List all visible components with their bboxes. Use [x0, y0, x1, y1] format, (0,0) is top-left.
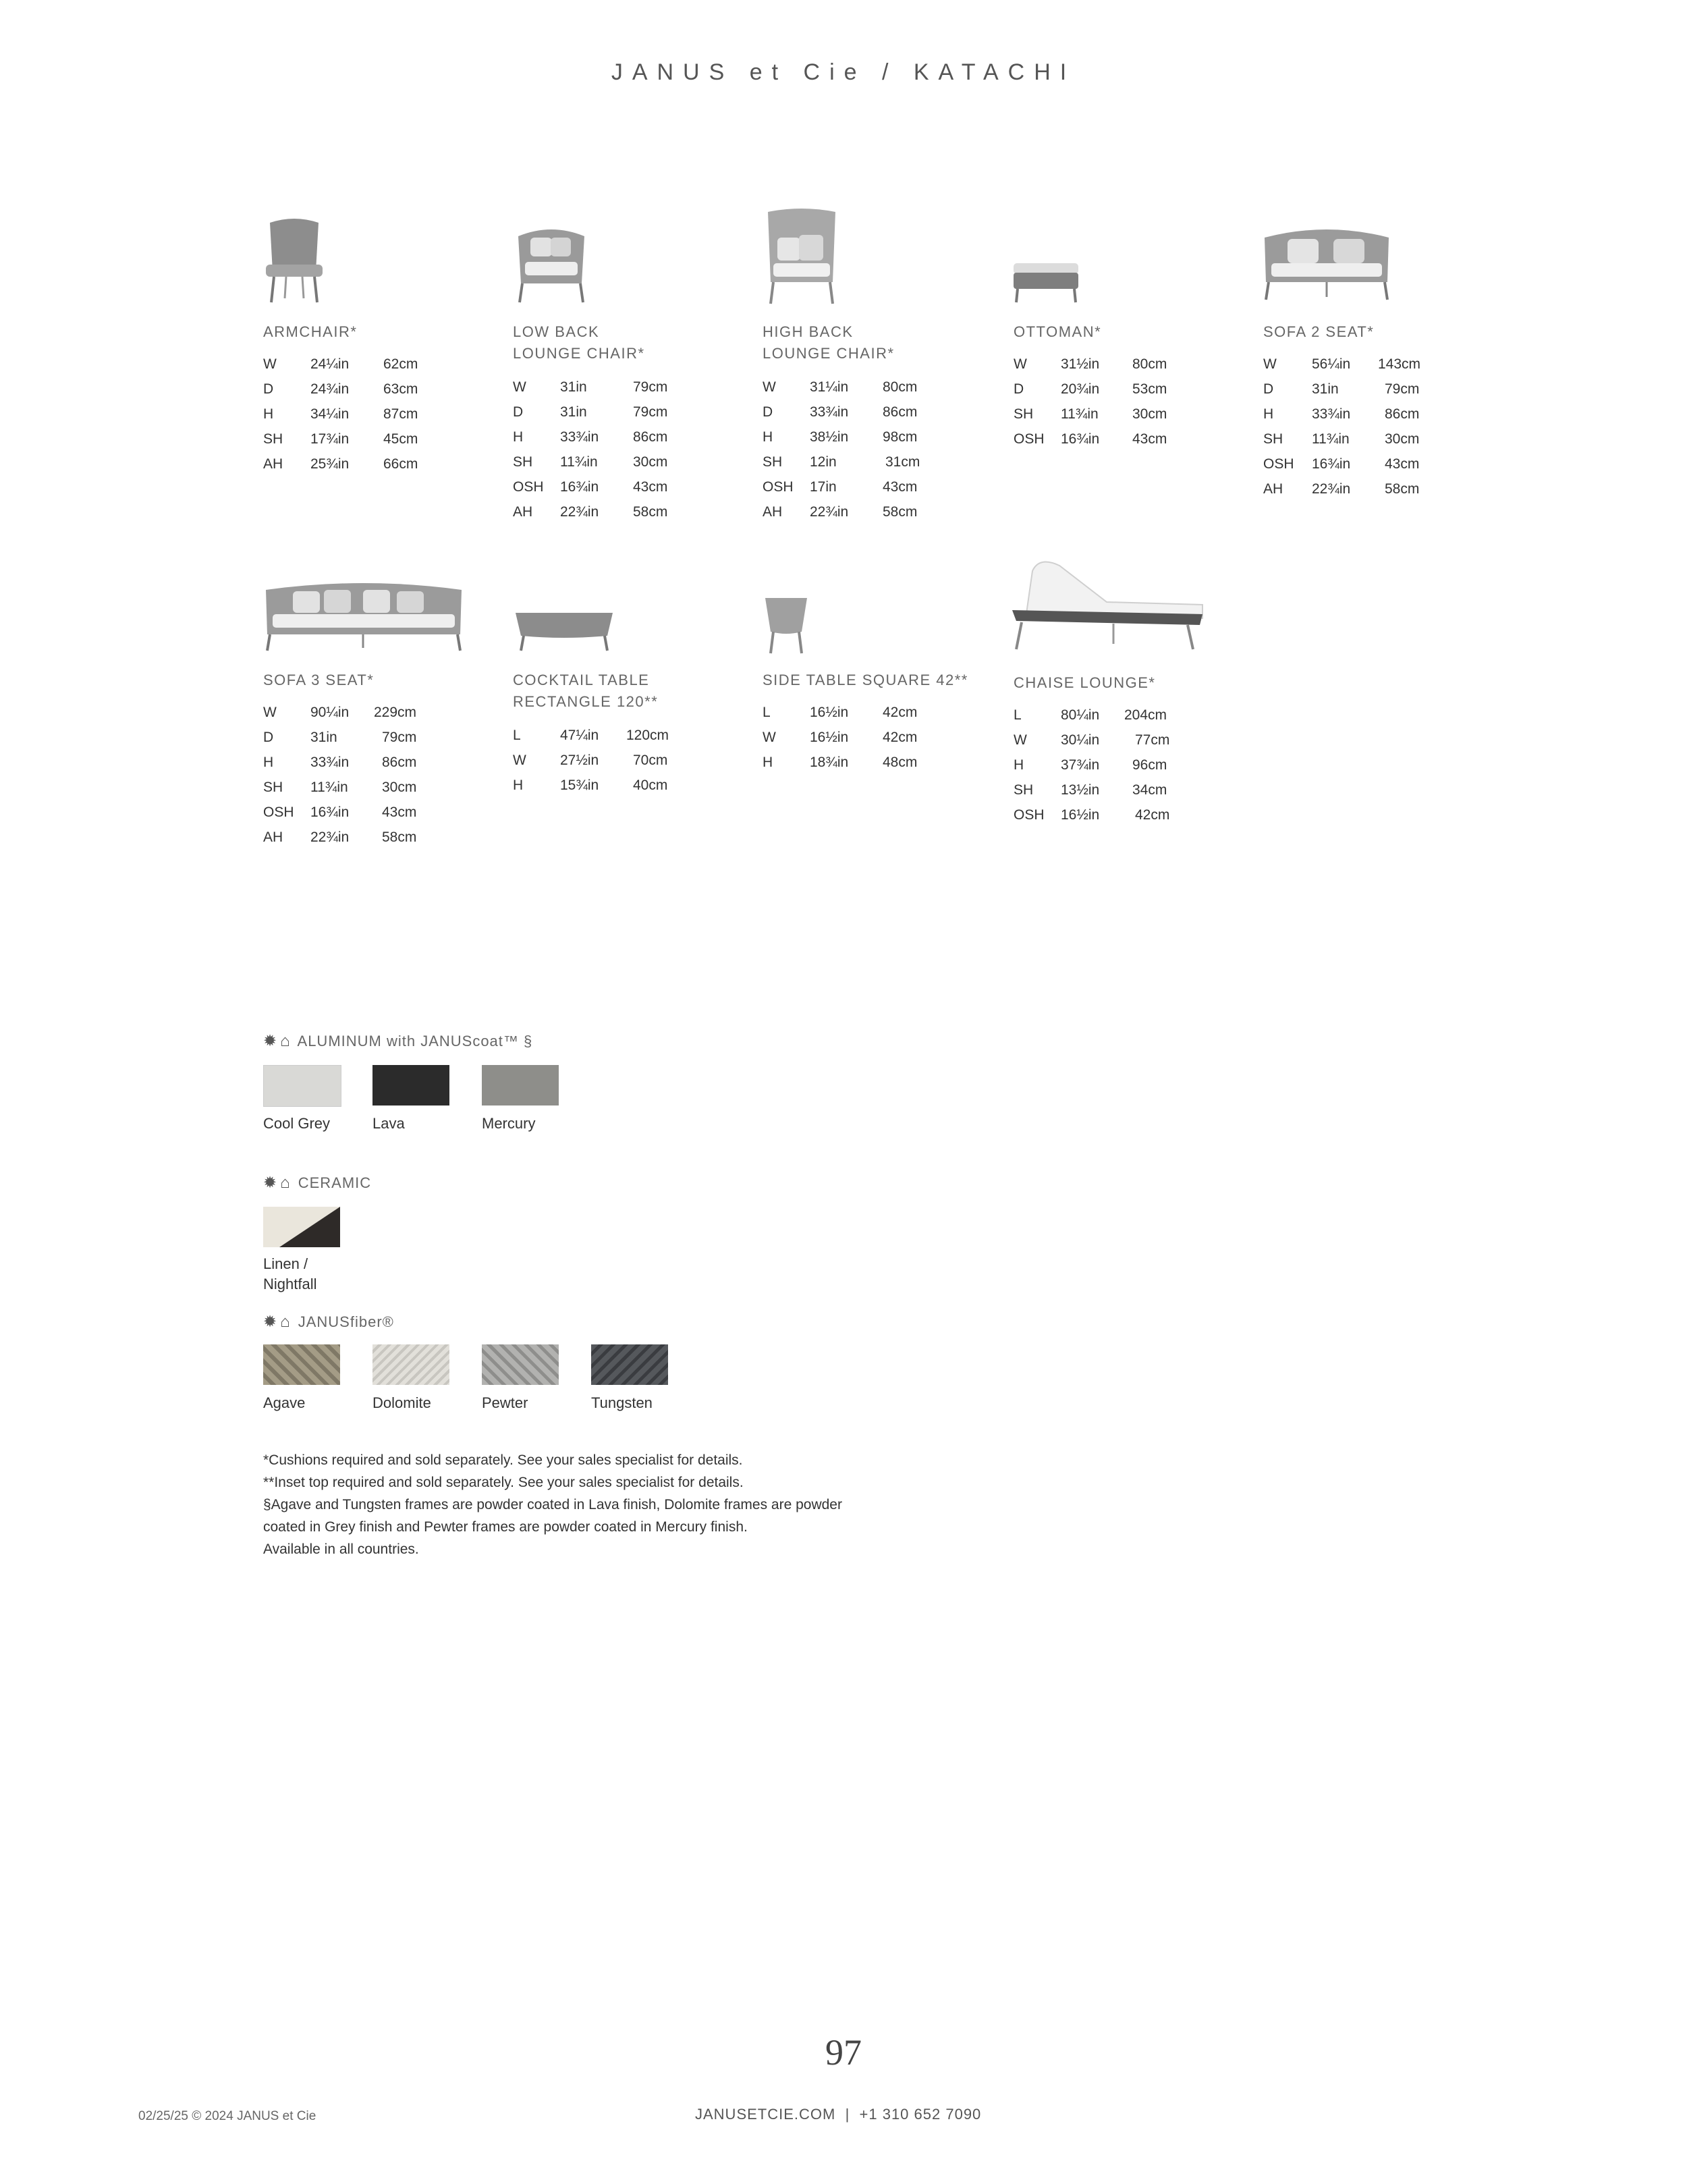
footer-contact: JANUSETCIE.COM | +1 310 652 7090 [695, 2106, 982, 2123]
armchair-image [262, 217, 327, 304]
swatch-label: Dolomite [372, 1394, 431, 1411]
home-icon: ⌂ [280, 1174, 291, 1192]
material-title-aluminum: ✹ ⌂ ALUMINUM with JANUScoat™ § [263, 1032, 533, 1050]
high-back-lounge-chair-image [761, 208, 842, 305]
swatch-label: Agave [263, 1394, 306, 1411]
chaise-lounge-image [1012, 557, 1205, 652]
sofa-2-seat-image [1259, 217, 1394, 301]
material-title-janusfiber: ✹ ⌂ JANUSfiber® [263, 1313, 394, 1331]
footnote: Available in all countries. [263, 1541, 419, 1557]
product-name-armchair: ARMCHAIR* [263, 323, 358, 340]
home-icon: ⌂ [280, 1032, 291, 1050]
product-name-sofa-3-seat: SOFA 3 SEAT* [263, 672, 375, 688]
ottoman-image [1011, 261, 1081, 304]
swatch-agave [263, 1344, 340, 1385]
page-header: JANUS et Cie / KATACHI [611, 59, 1076, 85]
home-icon: ⌂ [280, 1313, 291, 1331]
swatch-label: Cool Grey [263, 1115, 331, 1132]
cocktail-table-image [513, 609, 615, 652]
sofa-3-seat-image [262, 574, 466, 652]
swatch-label: Lava [372, 1115, 405, 1132]
product-name-ottoman: OTTOMAN* [1014, 323, 1102, 340]
swatch-label: Pewter [482, 1394, 528, 1411]
swatch-pewter [482, 1344, 559, 1385]
swatch-dolomite [372, 1344, 449, 1385]
footnotes [263, 1449, 972, 1560]
product-name-side-table-square: SIDE TABLE SQUARE 42** [763, 672, 968, 688]
footer-copyright: 02/25/25 © 2024 JANUS et Cie [138, 2109, 316, 2123]
footnote: *Cushions required and sold separately. See your sales specialist for details. [263, 1452, 743, 1468]
swatch-label: Mercury [482, 1115, 536, 1132]
side-table-square-image [763, 594, 810, 655]
product-name-high-back-lounge-chair: HIGH BACK LOUNGE CHAIR* [763, 323, 895, 362]
swatch-tungsten [591, 1344, 668, 1385]
material-title-ceramic: ✹ ⌂ CERAMIC [263, 1174, 372, 1192]
swatch-cool-grey [263, 1065, 341, 1107]
swatch-mercury [482, 1065, 559, 1105]
footnote: **Inset top required and sold separately. See your sales specialist for details. [263, 1475, 744, 1490]
product-name-chaise-lounge: CHAISE LOUNGE* [1014, 674, 1156, 691]
footnote: coated in Grey finish and Pewter frames are powder coated in Mercury finish. [263, 1519, 748, 1535]
product-name-cocktail-table: COCKTAIL TABLE RECTANGLE 120** [513, 672, 659, 710]
low-back-lounge-chair-image [511, 223, 591, 304]
swatch-label: Linen / Nightfall [263, 1255, 317, 1292]
product-name-sofa-2-seat: SOFA 2 SEAT* [1263, 323, 1375, 340]
product-name-low-back-lounge-chair: LOW BACK LOUNGE CHAIR* [513, 323, 645, 362]
swatch-linen-nightfall [263, 1207, 340, 1247]
swatch-lava [372, 1065, 449, 1105]
swatch-label: Tungsten [591, 1394, 653, 1411]
sun-icon: ✹ [263, 1032, 278, 1050]
page-number: 97 [825, 2032, 862, 2073]
sun-icon: ✹ [263, 1174, 278, 1192]
footnote: §Agave and Tungsten frames are powder coated in Lava finish, Dolomite frames are powder [263, 1497, 842, 1512]
sun-icon: ✹ [263, 1313, 278, 1331]
